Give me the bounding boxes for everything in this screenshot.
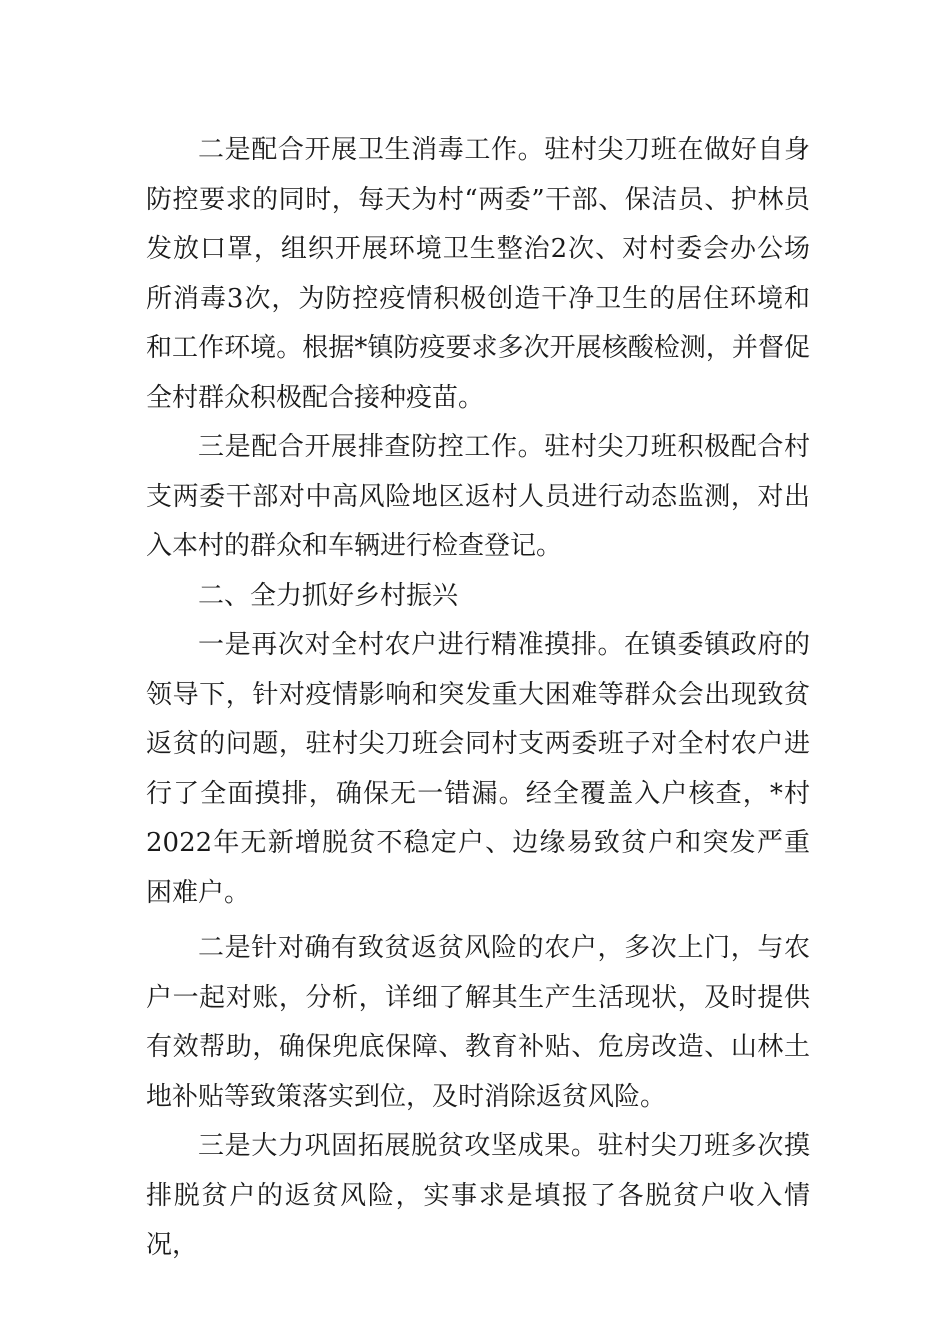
paragraph-consolidate: 三是大力巩固拓展脱贫攻坚成果。驻村尖刀班多次摸排脱贫户的返贫风险，实事求是填报了各脱贫户收入情况， <box>146 1131 810 1260</box>
paragraph-survey: 一是再次对全村农户进行精准摸排。在镇委镇政府的领导下，针对疫情影响和突发重大困难等群众会出现致贫返贫的问题，驻村尖刀班会同村支两委班子对全村农户进行了全面摸排，确保无一错漏。经全覆盖入户核查，*村2022年无新增脱贫不稳定户、边缘易致贫户和突发严重困难户。 <box>146 630 810 908</box>
paragraph-risk-households: 二是针对确有致贫返贫风险的农户，多次上门，与农户一起对账，分析，详细了解其生产生活现状，及时提供有效帮助，确保兜底保障、教育补贴、危房改造、山林土地补贴等致策落实到位，及时消除返贫风险。 <box>146 933 810 1112</box>
section-heading-rural-revitalization: 二、全力抓好乡村振兴 <box>198 580 459 611</box>
paragraph-disinfection: 二是配合开展卫生消毒工作。驻村尖刀班在做好自身防控要求的同时，每天为村“两委”干部、保洁员、护林员发放口罩，组织开展环境卫生整治2次、对村委会办公场所消毒3次，为防控疫情积极创造干净卫生的居住环境和和工作环境。根据*镇防疫要求多次开展核酸检测，并督促全村群众积极配合接种疫苗。 <box>146 135 810 413</box>
document-body <box>146 126 810 1271</box>
paragraph-screening: 三是配合开展排查防控工作。驻村尖刀班积极配合村支两委干部对中高风险地区返村人员进行动态监测，对出入本村的群众和车辆进行检查登记。 <box>146 432 810 561</box>
